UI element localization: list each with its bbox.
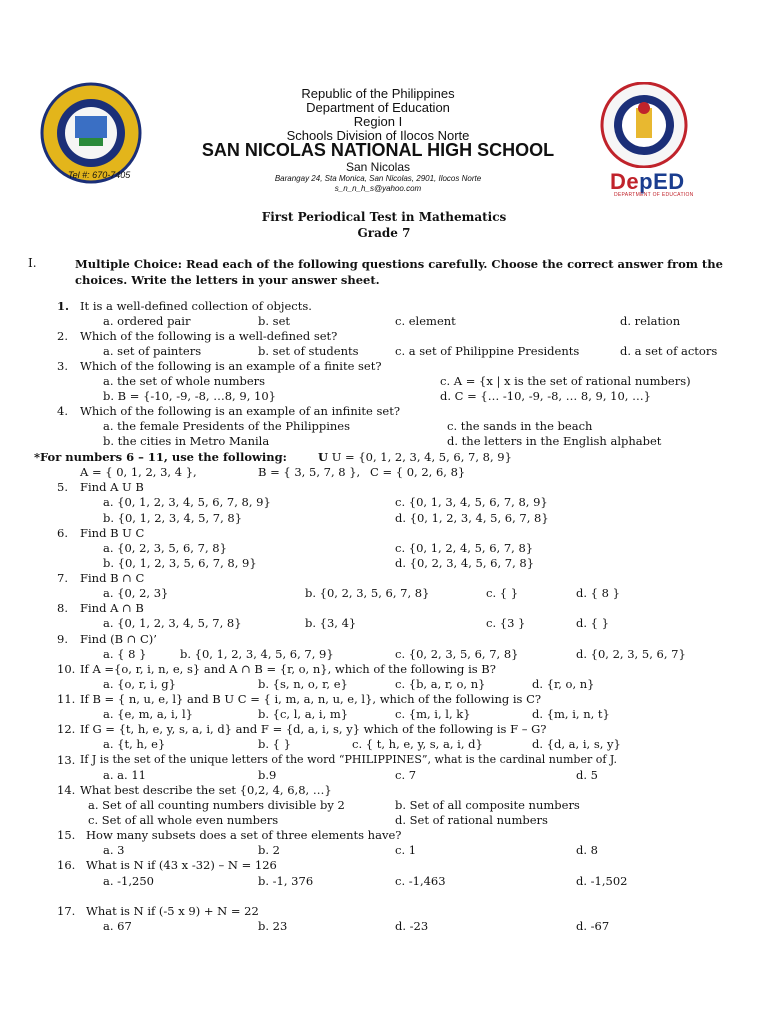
- deped-logo: DepED: [610, 169, 685, 194]
- choice-c: c. {m, i, l, k}: [395, 707, 471, 721]
- choice-d: d. the letters in the English alphabet: [447, 434, 662, 448]
- choice-c: c. 1: [395, 843, 417, 857]
- question-text: Find B ∩ C: [80, 571, 145, 585]
- question-text: What best describe the set {0,2, 4, 6,8, …}: [80, 783, 332, 797]
- choice-b: b. the cities in Metro Manila: [103, 434, 270, 448]
- header-town: San Nicolas: [345, 160, 411, 174]
- test-title: First Periodical Test in Mathematics: [261, 210, 507, 224]
- question-number: 12.: [57, 722, 76, 736]
- choice-b: b. {3, 4}: [305, 616, 357, 630]
- choice-b: b. {0, 1, 2, 3, 5, 6, 7, 8, 9}: [103, 556, 257, 570]
- choice-d: d. {0, 1, 2, 3, 4, 5, 6, 7, 8}: [395, 511, 549, 525]
- choice-b: b. {s, n, o, r, e}: [258, 677, 348, 691]
- choice-d: d. relation: [620, 314, 681, 328]
- choice-c: c. element: [395, 314, 456, 328]
- choice-c: c. { }: [486, 586, 519, 600]
- choice-a: a. {0, 2, 3, 5, 6, 7, 8}: [103, 541, 227, 555]
- choice-d: d. a set of actors: [620, 344, 718, 358]
- choice-a: a. 67: [103, 919, 132, 933]
- header-department: Department of Education: [306, 100, 450, 115]
- choice-d: d. Set of rational numbers: [395, 813, 548, 827]
- choice-a: a. {e, m, a, i, l}: [103, 707, 193, 721]
- question-number: 4.: [57, 404, 68, 418]
- choice-b: b. B = {-10, -9, -8, …8, 9, 10}: [103, 389, 276, 403]
- header-division: Schools Division of Ilocos Norte: [286, 128, 470, 143]
- choice-a: a. Set of all counting numbers divisible by 2: [88, 798, 345, 812]
- choice-b: b. { }: [258, 737, 291, 751]
- choice-a: a. set of painters: [103, 344, 202, 358]
- question-text: What is N if (-5 x 9) + N = 22: [86, 904, 259, 918]
- question-number: 16.: [57, 858, 76, 872]
- question-text: Find A ∩ B: [80, 601, 144, 615]
- question-number: 9.: [57, 632, 68, 646]
- question-text: Find B U C: [80, 526, 145, 540]
- choice-b: b. set: [258, 314, 291, 328]
- question-text: Which of the following is an example of an infinite set?: [80, 404, 401, 418]
- section-number: I.: [28, 256, 37, 270]
- choice-b: b. 23: [258, 919, 288, 933]
- question-text: Which of the following is an example of a finite set?: [80, 359, 382, 373]
- choice-c: c. 7: [395, 768, 417, 782]
- choice-b: b. {0, 1, 2, 3, 4, 5, 7, 8}: [103, 511, 243, 525]
- choice-c: c. {0, 1, 2, 4, 5, 6, 7, 8}: [395, 541, 534, 555]
- choice-d: d. {m, i, n, t}: [532, 707, 610, 721]
- choice-d: d. C = {… -10, -9, -8, … 8, 9, 10, …}: [440, 389, 651, 403]
- choice-b: b. 2: [258, 843, 280, 857]
- choice-c: c. a set of Philippine Presidents: [395, 344, 580, 358]
- grade-level: Grade 7: [357, 226, 411, 240]
- choice-a: a. 3: [103, 843, 125, 857]
- choice-c: c. {b, a, r, o, n}: [395, 677, 486, 691]
- choice-d: d. -1,502: [576, 874, 628, 888]
- choice-c: c. { t, h, e, y, s, a, i, d}: [352, 737, 483, 751]
- choice-a: a. {o, r, i, g}: [103, 677, 176, 691]
- question-text: If B = { n, u, e, l} and B U C = { i, m, a, n, u, e, l}, which of the following is C?: [80, 692, 542, 706]
- question-text: If A ={o, r, i, n, e, s} and A ∩ B = {r, o, n}, which of the following is B?: [80, 662, 496, 676]
- choice-c: c. A = {x | x is the set of rational numbers): [440, 374, 691, 388]
- question-text: It is a well-defined collection of objects.: [80, 299, 312, 313]
- choice-c: c. {0, 1, 3, 4, 5, 6, 7, 8, 9}: [395, 495, 548, 509]
- header-school-name: SAN NICOLAS NATIONAL HIGH SCHOOL: [201, 140, 555, 160]
- deped-subtitle: DEPARTMENT OF EDUCATION: [614, 192, 694, 198]
- choice-b: b. Set of all composite numbers: [395, 798, 580, 812]
- question-text: What is N if (43 x -32) – N = 126: [86, 858, 277, 872]
- choice-b: b. set of students: [258, 344, 359, 358]
- question-number: 2.: [57, 329, 68, 343]
- choice-d: d. { 8 }: [576, 586, 620, 600]
- question-number: 3.: [57, 359, 68, 373]
- question-text: If J is the set of the unique letters of the word “PHILIPPINES”, what is the cardinal number of J.: [80, 753, 617, 766]
- choice-d: d. 8: [576, 843, 598, 857]
- choice-a: a. a. 11: [103, 768, 146, 782]
- question-number: 1.: [57, 299, 70, 313]
- question-number: 7.: [57, 571, 68, 585]
- choice-b: b. {c, l, a, i, m}: [258, 707, 349, 721]
- question-number: 14.: [57, 783, 76, 797]
- choice-c: d. -23: [395, 919, 429, 933]
- school-header: [28, 80, 740, 198]
- question-number: 17.: [57, 904, 76, 918]
- question-number: 10.: [57, 662, 76, 676]
- header-email: s_n_n_h_s@yahoo.com: [334, 184, 422, 193]
- choice-d: d. {r, o, n}: [532, 677, 595, 691]
- choice-c: c. the sands in the beach: [447, 419, 593, 433]
- given-set-b: B = { 3, 5, 7, 8 },: [258, 465, 361, 479]
- school-seal-icon: [40, 82, 142, 184]
- choice-a: a. ordered pair: [103, 314, 191, 328]
- choice-a: a. {t, h, e}: [103, 737, 166, 751]
- question-number: 6.: [57, 526, 68, 540]
- choice-d: d. 5: [576, 768, 598, 782]
- choice-a: a. the set of whole numbers: [103, 374, 266, 388]
- header-republic: Republic of the Philippines: [301, 86, 455, 101]
- header-region: Region I: [353, 114, 403, 129]
- choice-b: b.9: [258, 768, 277, 782]
- choice-d: d. { }: [576, 616, 609, 630]
- question-number: 5.: [57, 480, 68, 494]
- question-number: 8.: [57, 601, 68, 615]
- given-universal-set: U U = {0, 1, 2, 3, 4, 5, 6, 7, 8, 9}: [318, 450, 512, 464]
- choice-c: c. Set of all whole even numbers: [88, 813, 279, 827]
- choice-a: a. {0, 2, 3}: [103, 586, 169, 600]
- question-number: 13.: [57, 753, 76, 767]
- question-text: Find (B ∩ C)’: [80, 632, 157, 646]
- choice-d: d. {0, 2, 3, 5, 6, 7}: [576, 647, 686, 661]
- choice-a: a. {0, 1, 2, 3, 4, 5, 6, 7, 8, 9}: [103, 495, 271, 509]
- question-text: Find A U B: [80, 480, 144, 494]
- choice-b: b. -1, 376: [258, 874, 314, 888]
- choice-d: d. {0, 2, 3, 4, 5, 6, 7, 8}: [395, 556, 535, 570]
- question-text: Which of the following is a well-defined set?: [80, 329, 338, 343]
- section-instructions: Multiple Choice: Read each of the following questions carefully. Choose the correct answer from the choices. Write the letters in your answer sheet.: [75, 257, 723, 287]
- choice-a: a. {0, 1, 2, 3, 4, 5, 7, 8}: [103, 616, 242, 630]
- question-number: 15.: [57, 828, 76, 842]
- choice-c: c. {0, 2, 3, 5, 6, 7, 8}: [395, 647, 519, 661]
- choice-b: b. {0, 2, 3, 5, 6, 7, 8}: [305, 586, 430, 600]
- question-text: If G = {t, h, e, y, s, a, i, d} and F = {d, a, i, s, y} which of the following is F – G?: [80, 722, 547, 736]
- header-address: Barangay 24, Sta Monica, San Nicolas, 2901, Ilocos Norte: [274, 174, 482, 183]
- header-telephone: Tel #: 670-7405: [68, 170, 131, 180]
- deped-seal-icon: [594, 82, 694, 168]
- question-number: 11.: [57, 692, 76, 706]
- given-set-a: A = { 0, 1, 2, 3, 4 },: [80, 465, 197, 479]
- choice-a: a. { 8 }: [103, 647, 147, 661]
- choice-c: c. -1,463: [395, 874, 446, 888]
- choice-a: a. -1,250: [103, 874, 154, 888]
- choice-d: d. -67: [576, 919, 610, 933]
- given-label: *For numbers 6 – 11, use the following:: [34, 450, 287, 464]
- choice-a: a. the female Presidents of the Philippines: [103, 419, 351, 433]
- choice-c: c. {3 }: [486, 616, 526, 630]
- choice-d: d. {d, a, i, s, y}: [532, 737, 621, 751]
- choice-b: b. {0, 1, 2, 3, 4, 5, 6, 7, 9}: [180, 647, 334, 661]
- question-text: How many subsets does a set of three elements have?: [86, 828, 402, 842]
- given-set-c: C = { 0, 2, 6, 8}: [370, 465, 466, 479]
